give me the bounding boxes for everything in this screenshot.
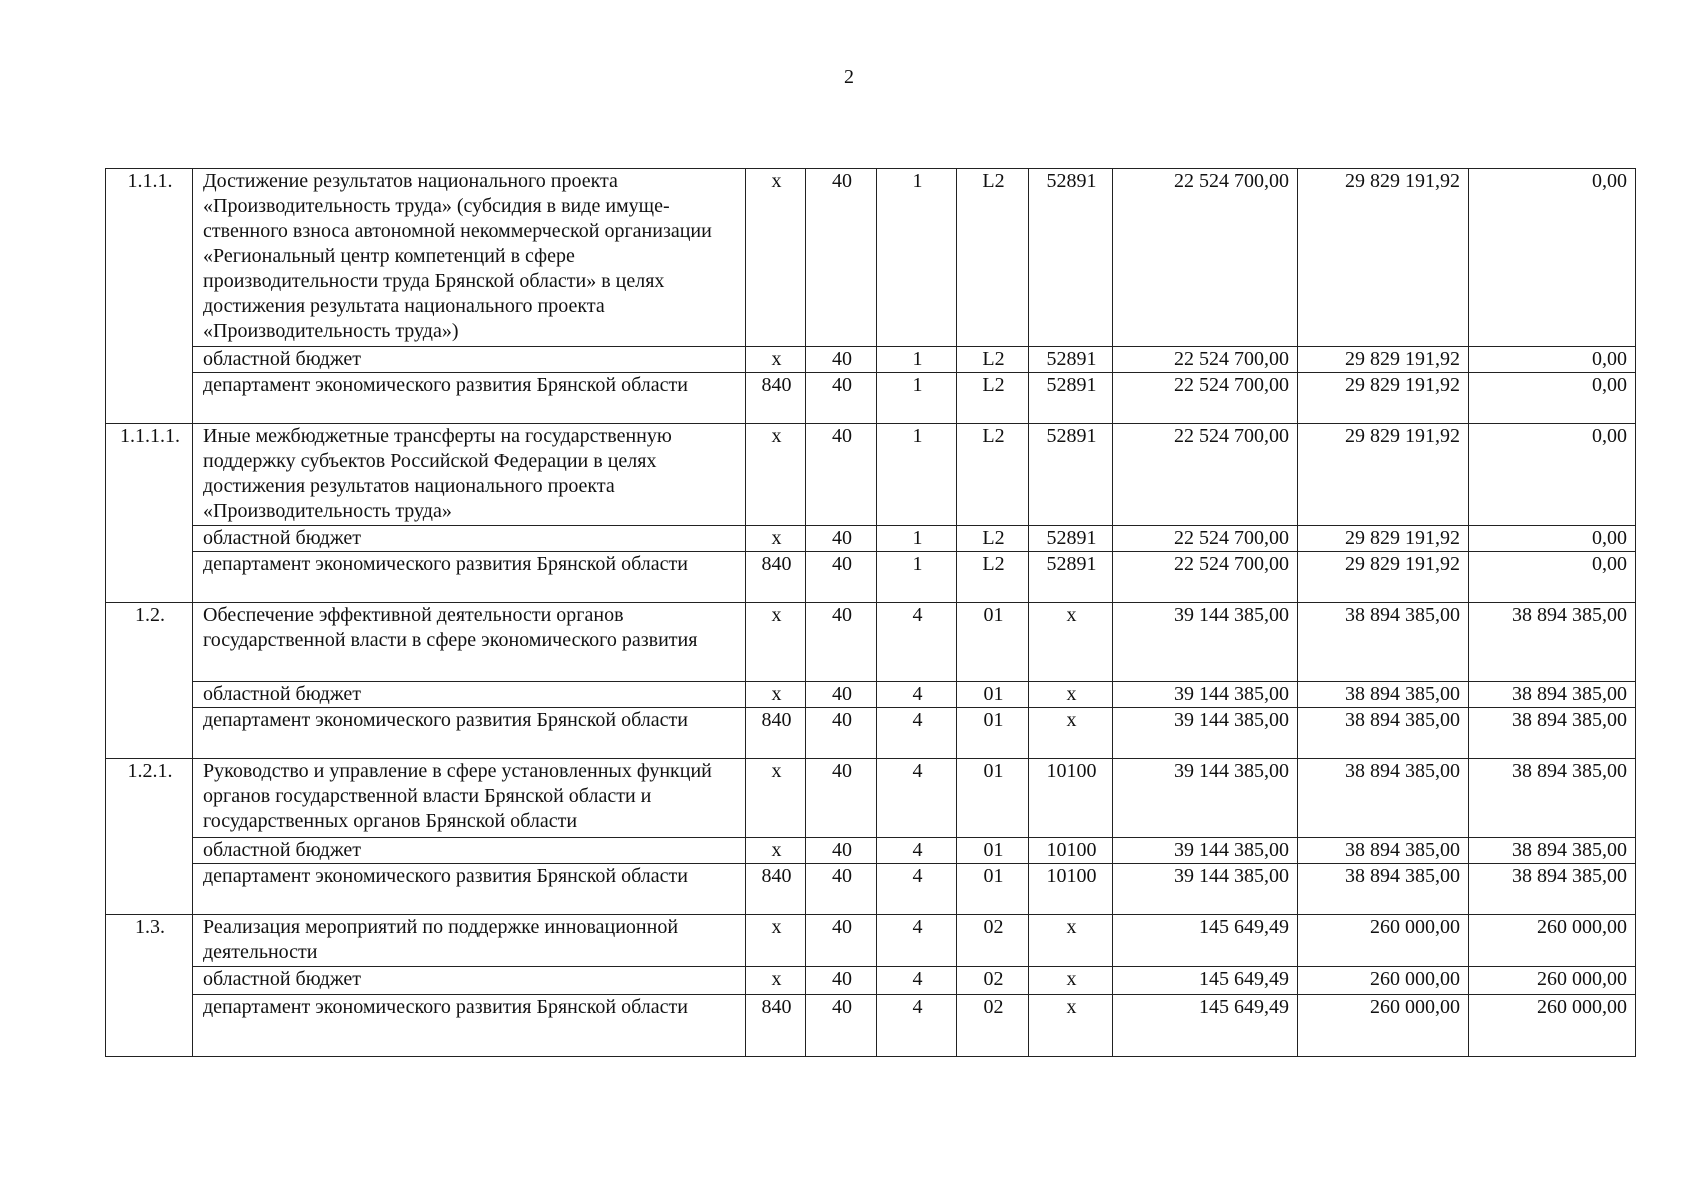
event-code-cell: 01: [957, 708, 1029, 759]
table-row: [106, 169, 1636, 347]
amount-year3-cell: 0,00: [1469, 373, 1636, 424]
section-number-cell: 1.3.: [106, 915, 193, 1057]
direction-code-cell: х: [1029, 682, 1113, 708]
grbs-cell: х: [746, 682, 806, 708]
program-code-cell: 40: [806, 967, 877, 995]
description-cell: департамент экономического развития Брянской области: [193, 995, 746, 1057]
description-cell: областной бюджет: [193, 682, 746, 708]
amount-year2-cell: 260 000,00: [1298, 967, 1469, 995]
event-code-cell: L2: [957, 169, 1029, 347]
amount-year2-cell: 260 000,00: [1298, 915, 1469, 967]
amount-year3-cell: 38 894 385,00: [1469, 708, 1636, 759]
direction-code-cell: 10100: [1029, 864, 1113, 915]
program-code-cell: 40: [806, 915, 877, 967]
direction-code-cell: х: [1029, 967, 1113, 995]
description-cell: департамент экономического развития Брянской области: [193, 708, 746, 759]
amount-year3-cell: 260 000,00: [1469, 967, 1636, 995]
amount-year2-cell: 38 894 385,00: [1298, 603, 1469, 682]
grbs-cell: 840: [746, 864, 806, 915]
amount-year3-cell: 0,00: [1469, 169, 1636, 347]
table-row: [106, 526, 1636, 552]
direction-code-cell: х: [1029, 603, 1113, 682]
amount-year2-cell: 29 829 191,92: [1298, 169, 1469, 347]
table-row: [106, 759, 1636, 838]
program-code-cell: 40: [806, 759, 877, 838]
direction-code-cell: 52891: [1029, 552, 1113, 603]
table-row: [106, 995, 1636, 1057]
description-cell: Иные межбюджетные трансферты на государственную поддержку субъектов Российской Федерации в целях достижения результатов национального проекта «Производительность труда»: [193, 424, 746, 526]
direction-code-cell: х: [1029, 915, 1113, 967]
grbs-cell: х: [746, 526, 806, 552]
program-code-cell: 40: [806, 552, 877, 603]
amount-year2-cell: 38 894 385,00: [1298, 864, 1469, 915]
subprogram-code-cell: 1: [877, 526, 957, 552]
amount-year3-cell: 0,00: [1469, 552, 1636, 603]
table-row: [106, 864, 1636, 915]
amount-year1-cell: 22 524 700,00: [1113, 424, 1298, 526]
amount-year1-cell: 22 524 700,00: [1113, 373, 1298, 424]
grbs-cell: 840: [746, 373, 806, 424]
subprogram-code-cell: 4: [877, 915, 957, 967]
event-code-cell: 02: [957, 995, 1029, 1057]
amount-year1-cell: 22 524 700,00: [1113, 526, 1298, 552]
amount-year2-cell: 38 894 385,00: [1298, 838, 1469, 864]
event-code-cell: 01: [957, 864, 1029, 915]
grbs-cell: х: [746, 759, 806, 838]
amount-year1-cell: 39 144 385,00: [1113, 759, 1298, 838]
direction-code-cell: 52891: [1029, 526, 1113, 552]
amount-year3-cell: 260 000,00: [1469, 915, 1636, 967]
table-row: [106, 552, 1636, 603]
event-code-cell: 01: [957, 603, 1029, 682]
section-number-cell: 1.1.1.1.: [106, 424, 193, 603]
description-cell: Достижение результатов национального проекта «Производительность труда» (субсидия в виде имуще-ственного взноса автономной некоммерческой организации «Региональный центр компетенций в сфере производительности труда Брянской области» в целях достижения результата национального проекта «Производительность труда»): [193, 169, 746, 347]
grbs-cell: 840: [746, 708, 806, 759]
program-code-cell: 40: [806, 708, 877, 759]
amount-year1-cell: 145 649,49: [1113, 967, 1298, 995]
amount-year1-cell: 145 649,49: [1113, 915, 1298, 967]
subprogram-code-cell: 1: [877, 373, 957, 424]
section-number-cell: 1.1.1.: [106, 169, 193, 424]
amount-year3-cell: 38 894 385,00: [1469, 682, 1636, 708]
grbs-cell: х: [746, 967, 806, 995]
direction-code-cell: 10100: [1029, 838, 1113, 864]
amount-year1-cell: 22 524 700,00: [1113, 552, 1298, 603]
description-cell: департамент экономического развития Брянской области: [193, 373, 746, 424]
table-row: [106, 603, 1636, 682]
direction-code-cell: 10100: [1029, 759, 1113, 838]
direction-code-cell: 52891: [1029, 424, 1113, 526]
subprogram-code-cell: 4: [877, 864, 957, 915]
program-code-cell: 40: [806, 424, 877, 526]
amount-year1-cell: 39 144 385,00: [1113, 682, 1298, 708]
table-row: [106, 838, 1636, 864]
event-code-cell: 01: [957, 838, 1029, 864]
subprogram-code-cell: 4: [877, 838, 957, 864]
description-cell: Руководство и управление в сфере установленных функций органов государственной власти Брянской области и государственных органов Брянской области: [193, 759, 746, 838]
direction-code-cell: х: [1029, 708, 1113, 759]
subprogram-code-cell: 4: [877, 603, 957, 682]
amount-year2-cell: 38 894 385,00: [1298, 682, 1469, 708]
table-body: [106, 169, 1636, 1057]
grbs-cell: х: [746, 603, 806, 682]
program-code-cell: 40: [806, 864, 877, 915]
amount-year3-cell: 0,00: [1469, 526, 1636, 552]
page-number: 2: [844, 66, 854, 88]
program-code-cell: 40: [806, 347, 877, 373]
amount-year2-cell: 38 894 385,00: [1298, 708, 1469, 759]
program-code-cell: 40: [806, 169, 877, 347]
description-cell: Реализация мероприятий по поддержке инновационной деятельности: [193, 915, 746, 967]
amount-year1-cell: 39 144 385,00: [1113, 603, 1298, 682]
subprogram-code-cell: 4: [877, 967, 957, 995]
amount-year2-cell: 29 829 191,92: [1298, 347, 1469, 373]
description-cell: областной бюджет: [193, 967, 746, 995]
program-code-cell: 40: [806, 995, 877, 1057]
table-row: [106, 915, 1636, 967]
program-code-cell: 40: [806, 682, 877, 708]
amount-year2-cell: 29 829 191,92: [1298, 373, 1469, 424]
program-code-cell: 40: [806, 373, 877, 424]
amount-year3-cell: 38 894 385,00: [1469, 864, 1636, 915]
table-row: [106, 373, 1636, 424]
event-code-cell: L2: [957, 373, 1029, 424]
table-row: [106, 967, 1636, 995]
amount-year3-cell: 260 000,00: [1469, 995, 1636, 1057]
amount-year1-cell: 39 144 385,00: [1113, 838, 1298, 864]
event-code-cell: 02: [957, 915, 1029, 967]
amount-year3-cell: 38 894 385,00: [1469, 759, 1636, 838]
grbs-cell: х: [746, 169, 806, 347]
subprogram-code-cell: 1: [877, 552, 957, 603]
event-code-cell: 01: [957, 759, 1029, 838]
amount-year1-cell: 39 144 385,00: [1113, 708, 1298, 759]
description-cell: областной бюджет: [193, 526, 746, 552]
amount-year2-cell: 260 000,00: [1298, 995, 1469, 1057]
direction-code-cell: 52891: [1029, 169, 1113, 347]
amount-year2-cell: 38 894 385,00: [1298, 759, 1469, 838]
description-cell: департамент экономического развития Брянской области: [193, 864, 746, 915]
table-row: [106, 424, 1636, 526]
description-cell: Обеспечение эффективной деятельности органов государственной власти в сфере экономического развития: [193, 603, 746, 682]
description-cell: областной бюджет: [193, 838, 746, 864]
amount-year3-cell: 38 894 385,00: [1469, 838, 1636, 864]
description-cell: областной бюджет: [193, 347, 746, 373]
program-code-cell: 40: [806, 603, 877, 682]
description-cell: департамент экономического развития Брянской области: [193, 552, 746, 603]
event-code-cell: L2: [957, 347, 1029, 373]
grbs-cell: х: [746, 424, 806, 526]
event-code-cell: L2: [957, 552, 1029, 603]
section-number-cell: 1.2.: [106, 603, 193, 759]
grbs-cell: 840: [746, 995, 806, 1057]
amount-year1-cell: 145 649,49: [1113, 995, 1298, 1057]
grbs-cell: 840: [746, 552, 806, 603]
amount-year1-cell: 39 144 385,00: [1113, 864, 1298, 915]
subprogram-code-cell: 4: [877, 708, 957, 759]
subprogram-code-cell: 4: [877, 682, 957, 708]
subprogram-code-cell: 1: [877, 347, 957, 373]
amount-year3-cell: 38 894 385,00: [1469, 603, 1636, 682]
amount-year3-cell: 0,00: [1469, 424, 1636, 526]
program-code-cell: 40: [806, 838, 877, 864]
direction-code-cell: 52891: [1029, 373, 1113, 424]
table-row: [106, 708, 1636, 759]
table-row: [106, 347, 1636, 373]
subprogram-code-cell: 4: [877, 759, 957, 838]
subprogram-code-cell: 1: [877, 424, 957, 526]
grbs-cell: х: [746, 347, 806, 373]
amount-year2-cell: 29 829 191,92: [1298, 424, 1469, 526]
subprogram-code-cell: 4: [877, 995, 957, 1057]
event-code-cell: 01: [957, 682, 1029, 708]
event-code-cell: 02: [957, 967, 1029, 995]
amount-year1-cell: 22 524 700,00: [1113, 169, 1298, 347]
subprogram-code-cell: 1: [877, 169, 957, 347]
amount-year1-cell: 22 524 700,00: [1113, 347, 1298, 373]
section-number-cell: 1.2.1.: [106, 759, 193, 915]
amount-year2-cell: 29 829 191,92: [1298, 526, 1469, 552]
grbs-cell: х: [746, 838, 806, 864]
budget-table: [105, 168, 1636, 1057]
amount-year2-cell: 29 829 191,92: [1298, 552, 1469, 603]
amount-year3-cell: 0,00: [1469, 347, 1636, 373]
direction-code-cell: х: [1029, 995, 1113, 1057]
table-row: [106, 682, 1636, 708]
program-code-cell: 40: [806, 526, 877, 552]
grbs-cell: х: [746, 915, 806, 967]
event-code-cell: L2: [957, 424, 1029, 526]
event-code-cell: L2: [957, 526, 1029, 552]
direction-code-cell: 52891: [1029, 347, 1113, 373]
